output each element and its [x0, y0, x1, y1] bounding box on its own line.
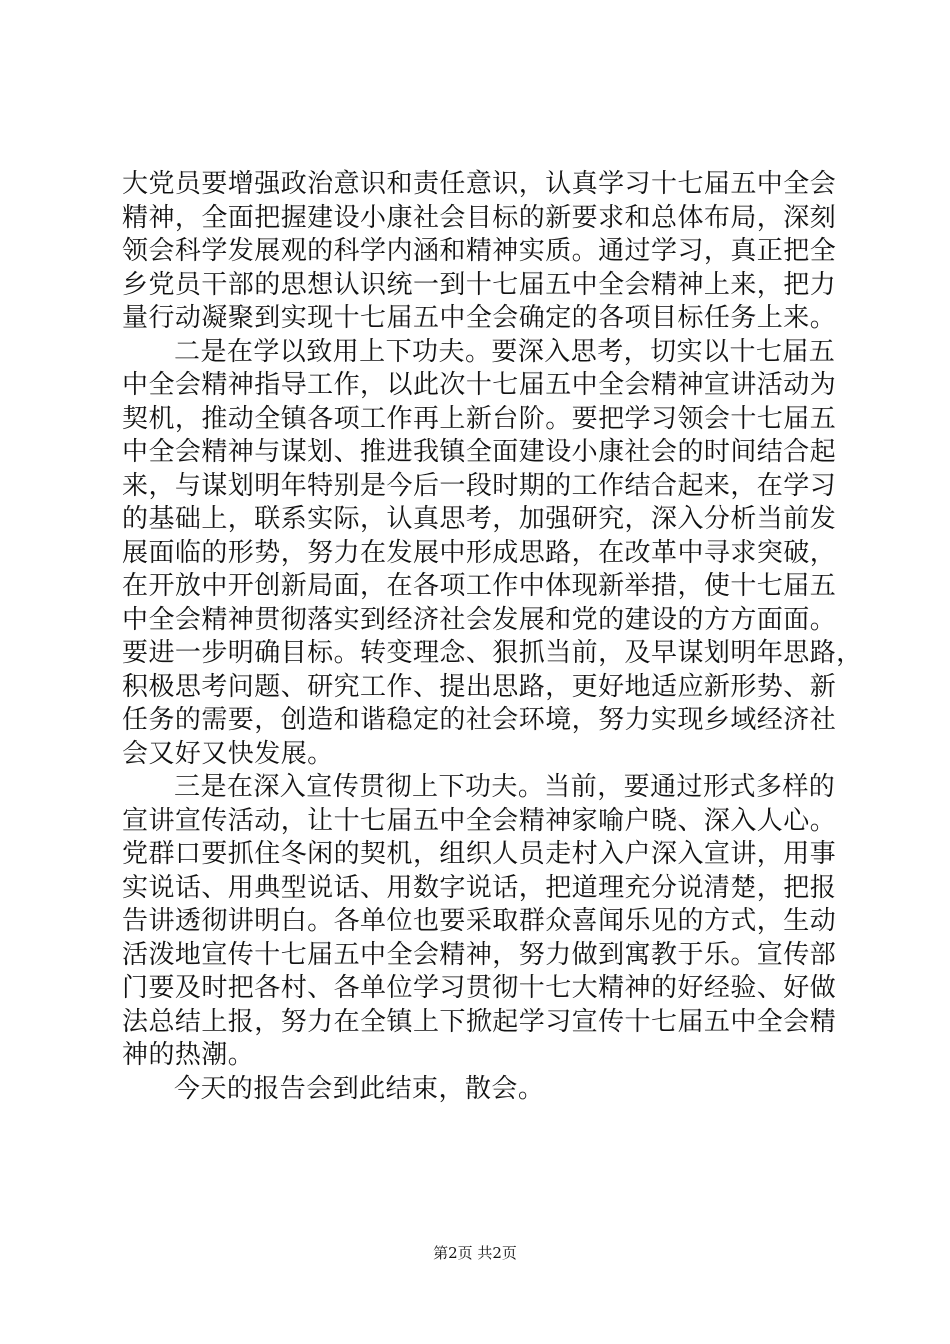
text-line: 中全会精神贯彻落实到经济社会发展和党的建设的方方面面。 [122, 604, 837, 635]
text-line: 积极思考问题、研究工作、提出思路，更好地适应新形势、新 [122, 671, 837, 702]
text-line: 门要及时把各村、各单位学习贯彻十七大精神的好经验、好做 [122, 973, 837, 1003]
text-line: 中全会精神指导工作，以此次十七届五中全会精神宣讲活动为 [122, 370, 837, 400]
text-line: 要进一步明确目标。转变理念、狠抓当前，及早谋划明年思路， [122, 638, 863, 668]
text-line: 精神，全面把握建设小康社会目标的新要求和总体布局，深刻 [122, 202, 837, 233]
paragraph-start-line: 三是在深入宣传贯彻上下功夫。当前，要通过形式多样的 [174, 772, 836, 802]
text-line: 任务的需要，创造和谐稳定的社会环境，努力实现乡域经济社 [122, 705, 837, 735]
text-line: 乡党员干部的思想认识统一到十七届五中全会精神上来，把力 [122, 269, 837, 300]
text-line: 量行动凝聚到实现十七届五中全会确定的各项目标任务上来。 [122, 303, 837, 333]
text-line: 在开放中开创新局面，在各项工作中体现新举措，使十七届五 [122, 571, 837, 601]
document-body [122, 168, 863, 1106]
text-line: 来，与谋划明年特别是今后一段时期的工作结合起来，在学习 [122, 470, 837, 501]
text-line: 神的热潮。 [122, 1040, 255, 1070]
text-line: 大党员要增强政治意识和责任意识，认真学习十七届五中全会 [122, 169, 837, 199]
text-line: 活泼地宣传十七届五中全会精神，努力做到寓教于乐。宣传部 [122, 939, 837, 970]
text-line: 会又好又快发展。 [122, 738, 334, 769]
text-line: 告讲透彻讲明白。各单位也要采取群众喜闻乐见的方式，生动 [122, 906, 837, 936]
paragraph-start-line: 今天的报告会到此结束，散会。 [174, 1073, 545, 1104]
text-line: 实说话、用典型说话、用数字说话，把道理充分说清楚，把报 [122, 872, 837, 903]
text-line: 的基础上，联系实际，认真思考，加强研究，深入分析当前发 [122, 504, 837, 534]
text-line: 契机，推动全镇各项工作再上新台阶。要把学习领会十七届五 [122, 403, 837, 434]
text-line: 中全会精神与谋划、推进我镇全面建设小康社会的时间结合起 [122, 437, 837, 467]
text-line: 展面临的形势，努力在发展中形成思路，在改革中寻求突破， [122, 537, 837, 568]
text-line: 党群口要抓住冬闲的契机，组织人员走村入户深入宣讲，用事 [122, 839, 837, 869]
text-line: 宣讲宣传活动，让十七届五中全会精神家喻户晓、深入人心。 [122, 805, 837, 836]
text-line: 领会科学发展观的科学内涵和精神实质。通过学习，真正把全 [122, 236, 837, 266]
page-number-footer: 第2页 共2页 [433, 1244, 517, 1262]
text-line: 法总结上报，努力在全镇上下掀起学习宣传十七届五中全会精 [122, 1006, 837, 1037]
paragraph-start-line: 二是在学以致用上下功夫。要深入思考，切实以十七届五 [174, 336, 836, 367]
